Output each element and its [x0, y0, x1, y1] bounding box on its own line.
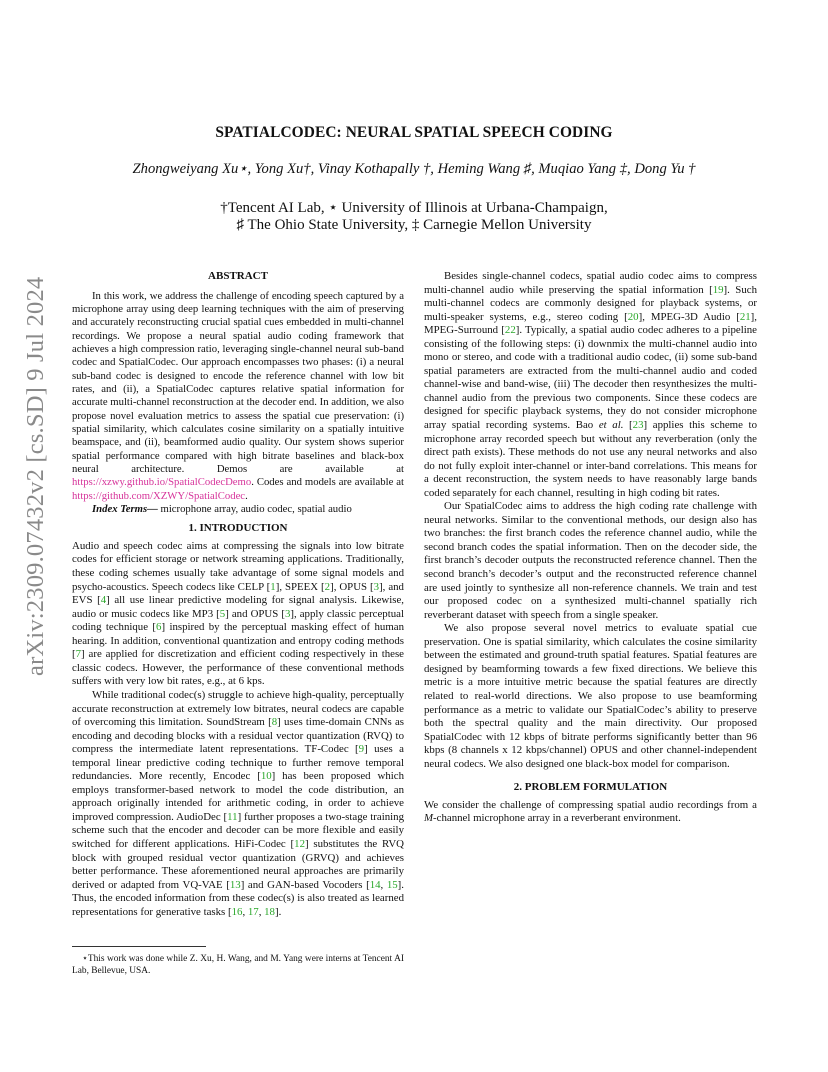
text-run: ], OPUS [ [330, 580, 374, 593]
citation-ref[interactable]: 8 [271, 716, 278, 729]
text-run: ]. Such multi-channel codecs are commonly designed for playback systems, or multi-speaker systems, e.g., stereo coding [ [424, 283, 757, 323]
abstract-heading: ABSTRACT [208, 270, 268, 282]
problem-text-cont: -channel microphone array in a reverberant environment. [433, 812, 681, 825]
text-run: ] applies this scheme to microphone array recorded speech but without any reverberation (only the direct path exists). These methods do not use any neural networks and also do not fully exploit inter-channel or inter-band correlations. This means for a decent reconstruction, the system needs to have reasonably large bands coded separately for each channel, resulting in high coding bit rates. [424, 419, 757, 499]
text-run: ] all use linear predictive modeling for signal analysis. Likewise, audio or music codecs like MP3 [ [72, 594, 405, 620]
text-run: ], SPEEX [ [275, 580, 325, 593]
text-run: ] and OPUS [ [225, 607, 285, 620]
text-run: ] inspired by the perceptual masking effect of human hearing. In addition, conventional quantization and entropy coding methods [ [72, 621, 405, 661]
paper-title: SPATIALCODEC: NEURAL SPATIAL SPEECH CODING [215, 124, 613, 141]
text-run: ] substitutes the RVQ block with grouped residual vector quantization (GRVQ) and achieves better performance. These aforementioned neural approaches are primarily derived or adapted from VQ-VAE [ [72, 837, 404, 891]
citation-ref[interactable]: 11 [227, 810, 238, 823]
text-run: ] and GAN-based Vocoders [ [240, 878, 370, 891]
code-link[interactable]: https://github.com/XZWY/SpatialCodec [72, 489, 246, 502]
intro-paragraph-3 [424, 270, 757, 500]
citation-ref[interactable]: 21 [739, 310, 751, 323]
text-run: [ [623, 419, 633, 432]
text-run: ], and EVS [ [72, 580, 404, 607]
text-run: ], MPEG-3D Audio [ [638, 310, 740, 323]
text-run: , [242, 905, 248, 918]
abstract-body-cont: . Codes and models are available at [251, 476, 404, 489]
abstract-end: . [245, 489, 248, 502]
problem-heading: 2. PROBLEM FORMULATION [513, 781, 668, 794]
text-run: ] uses a temporal linear predictive coding technique to further remove temporal redundancies. More recently, Encodec [ [72, 743, 404, 783]
citation-ref[interactable]: 12 [294, 837, 305, 850]
abstract-body: In this work, we address the challenge of encoding speech captured by a microphone array using deep learning techniques with the aim of preserving and accurately reconstructing crucial spatial cues embedded in multi-channel recordings. We propose a neural spatial audio coding framework that achieves a high compression ratio, leveraging single-channel neural sub-band codec and SpatialCodec. Our approach encompasses two phases: (i) a neural sub-band codec is designed to encode the reference channel with low bit rates, and (ii), a SpatialCodec captures relative spatial information for accurate multi-channel reconstruction at the decoder end. In addition, we also propose novel evaluation metrics to assess the spatial cue preservation: (i) spatial similarity, which calculates cosine similarity on a spatially intuitive beamspace, and (ii), beamformed audio quality. Our system shows superior spatial performance compared with high bitrate baselines and black-box neural architecture. Demos are available at [72, 289, 404, 476]
citation-ref[interactable]: 14 [369, 878, 381, 891]
channel-count-symbol: M [424, 812, 434, 825]
citation-ref[interactable]: 17 [247, 905, 259, 918]
citation-ref[interactable]: 6 [156, 621, 162, 634]
right-column [424, 270, 757, 826]
text-run: Besides single-channel codecs, spatial audio codec aims to compress multi-channel audio while preserving the spatial information [ [424, 270, 757, 296]
citation-ref[interactable]: 10 [260, 770, 272, 783]
citation-ref[interactable]: 18 [264, 905, 275, 918]
citation-ref[interactable]: 16 [231, 905, 243, 918]
intro-heading: 1. INTRODUCTION [188, 522, 288, 535]
citation-ref[interactable]: 3 [373, 580, 380, 593]
text-run: Audio and speech codec aims at compressing the signals into low bitrate codes for efficient storage or network streaming applications. Traditionally, these coding schemes usually take advantage of some signal models and psycho-acoustics. Speech codecs like CELP [ [72, 539, 404, 593]
author-list: Zhongweiyang Xu⋆, Yong Xu†, Vinay Kothapally †, Heming Wang ♯, Muqiao Yang ‡, Dong Yu † [132, 161, 696, 177]
demo-link[interactable]: https://xzwy.github.io/SpatialCodecDemo [72, 476, 252, 489]
text-run: , [258, 905, 265, 918]
text-run: ] has been proposed which employs transformer-based network to model the code distribution, an approach originally intended for arithmetic coding, in order to achieve improved compression. AudioDec [ [72, 770, 404, 823]
citation-ref[interactable]: 2 [324, 580, 331, 593]
citation-ref[interactable]: 20 [627, 310, 639, 323]
text-run: ]. Thus, the encoded information from these codec(s) is also treated as learned representations for generative tasks [ [72, 878, 404, 918]
citation-ref[interactable]: 7 [75, 648, 82, 661]
footnote-rule [72, 946, 206, 947]
affiliations-line-2: ♯ The Ohio State University, ‡ Carnegie Mellon University [236, 217, 592, 233]
index-terms [72, 503, 404, 516]
intro-paragraph-1 [72, 540, 404, 689]
citation-ref[interactable]: 13 [229, 878, 241, 891]
text-run: ] uses time-domain CNNs as encoding and decoding blocks with a residual vector quantization (RVQ) to compress the intermediate latent representations. TF-Codec [ [72, 716, 404, 756]
text-run: ] are applied for discretization and efficient coding respectively in these classic codecs. However, the performance of these conventional methods suffers with very low bit rates, e.g., at 6 kps. [72, 648, 404, 688]
arxiv-identifier: arXiv:2309.07432v2 [cs.SD] 9 Jul 2024 [22, 276, 49, 676]
italic-text: et al. [598, 419, 624, 432]
left-column [72, 270, 404, 919]
text-run: ] further proposes a two-stage training scheme such that the encoder and decoder can be more flexible and easily switched for different applications. HiFi-Codec [ [72, 810, 404, 850]
text-run: ], apply classic perceptual coding technique [ [72, 607, 404, 634]
intro-paragraph-5: We also propose several novel metrics to evaluate spatial cue preservation. One is spatial similarity, which calculates the cosine similarity between the estimated and ground-truth spatial features. Spatial features are designed by beamforming towards a few fixed directions. We believe this metric is a more intuitive metric because the spatial features are directly related to real-world directions. We also propose to use beamforming performance as a metric to validate our SpatialCodec’s ability to preserve both the spectral quality and the main directivity. Our proposed SpatialCodec with 12 kbps of bitrate performs significantly better than 96 kbps (8 channels x 12 kbps/channel) OPUS and other channel-independent neural codecs. We also designed one black-box model for comparison. [424, 622, 757, 770]
citation-ref[interactable]: 5 [219, 607, 226, 620]
text-run: While traditional codec(s) struggle to achieve high-quality, perceptually accurate reconstruction at extremely low bitrates, neural codecs are capable of overcoming this limitation. SoundStream [ [72, 688, 404, 729]
citation-ref[interactable]: 23 [632, 419, 644, 432]
index-terms-text: microphone array, audio codec, spatial audio [157, 503, 352, 516]
text-run: ]. [274, 905, 282, 918]
text-run: ], MPEG-Surround [ [424, 310, 757, 337]
intro-paragraph-4: Our SpatialCodec aims to address the high coding rate challenge with neural networks. Similar to the conventional methods, our design also has two branches: the first branch codes the reference channel audio, while the second branch codes the spatial information. Then on the decoder side, the first branch’s decoder outputs the reconstructed reference channel. Then the second branch’s decoder’s output and the reconstructed reference channel are used jointly to synthesize all non-reference channels. We train and test our proposed codec on a synthesized multi-channel spatially rich reverberant dataset with speech from a single speaker. [424, 500, 757, 621]
citation-ref[interactable]: 15 [386, 878, 398, 891]
citation-ref[interactable]: 4 [100, 594, 107, 607]
footnote: ⋆This work was done while Z. Xu, H. Wang, and M. Yang were interns at Tencent AI Lab, Bellevue, USA. [72, 954, 404, 976]
index-terms-label: Index Terms— [92, 503, 158, 516]
citation-ref[interactable]: 19 [712, 283, 724, 296]
citation-ref[interactable]: 22 [504, 324, 516, 337]
citation-ref[interactable]: 3 [284, 607, 291, 620]
citation-ref[interactable]: 1 [270, 580, 276, 593]
intro-paragraph-2 [72, 689, 404, 919]
problem-paragraph [424, 799, 757, 826]
citation-ref[interactable]: 9 [358, 743, 365, 756]
text-run: ]. Typically, a spatial audio codec adheres to a pipeline consisting of the following steps: (i) downmix the multi-channel audio into mono or stereo, and code with a traditional audio codec, (ii) some sub-band spatial parameters are extracted from the multi-channel audio and coded channel-wise and band-wise, (iii) The decoder then resynthesizes the multi-channel audio from the previous two components. Since these codecs are designed for specific playback systems, they do not consider microphone array spatial recording systems. Bao [424, 324, 757, 432]
abstract-text [72, 290, 404, 504]
problem-text: We consider the challenge of compressing spatial audio recordings from a [424, 798, 757, 811]
text-run: , [380, 878, 387, 891]
affiliations-line-1: †Tencent AI Lab, ⋆ University of Illinois at Urbana-Champaign, [220, 200, 608, 216]
